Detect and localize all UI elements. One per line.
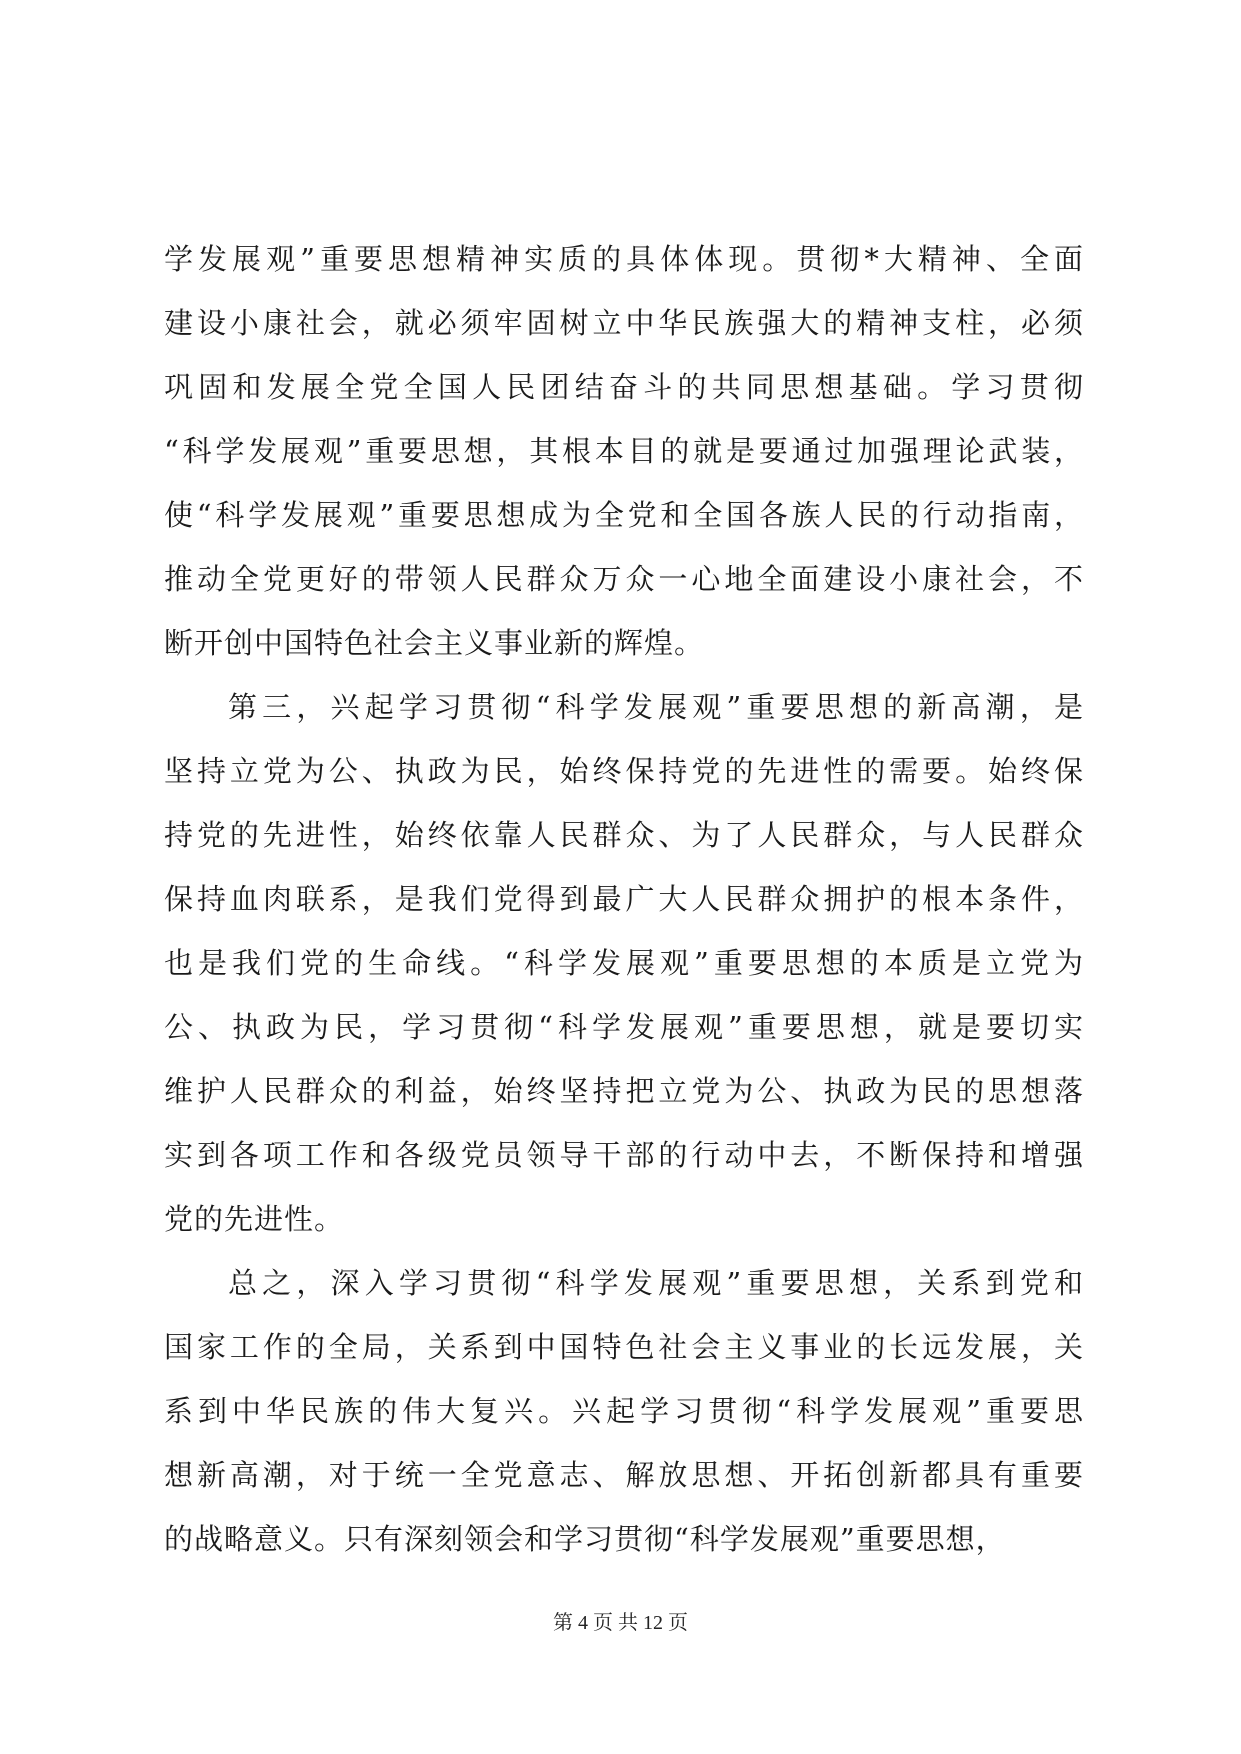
paragraph-line: 维护人民群众的利益，始终坚持把立党为公、执政为民的思想落 — [164, 1074, 1084, 1108]
paragraph-line: 总之，深入学习贯彻“科学发展观”重要思想，关系到党和 — [228, 1266, 1084, 1300]
paragraph-line: 使“科学发展观”重要思想成为全党和全国各族人民的行动指南， — [164, 498, 1084, 532]
paragraph-line: 断开创中国特色社会主义事业新的辉煌。 — [164, 626, 705, 660]
paragraph-line: 想新高潮，对于统一全党意志、解放思想、开拓创新都具有重要 — [164, 1458, 1084, 1492]
paragraph — [164, 1251, 1084, 1571]
paragraph-line: 学发展观”重要思想精神实质的具体体现。贯彻*大精神、全面 — [164, 242, 1084, 276]
paragraph-line: 第三，兴起学习贯彻“科学发展观”重要思想的新高潮，是 — [228, 690, 1084, 724]
paragraph-line: 持党的先进性，始终依靠人民群众、为了人民群众，与人民群众 — [164, 818, 1084, 852]
paragraph-line: 也是我们党的生命线。“科学发展观”重要思想的本质是立党为 — [164, 946, 1084, 980]
paragraph — [164, 675, 1084, 1251]
page-footer: 第 4 页 共 12 页 — [553, 1612, 688, 1634]
paragraph-line: 实到各项工作和各级党员领导干部的行动中去，不断保持和增强 — [164, 1138, 1084, 1172]
paragraph-line: 保持血肉联系，是我们党得到最广大人民群众拥护的根本条件， — [164, 882, 1084, 916]
paragraph-line: 推动全党更好的带领人民群众万众一心地全面建设小康社会，不 — [164, 562, 1084, 596]
paragraph-line: 建设小康社会，就必须牢固树立中华民族强大的精神支柱，必须 — [164, 306, 1084, 340]
paragraph-line: 的战略意义。只有深刻领会和学习贯彻“科学发展观”重要思想， — [164, 1522, 1006, 1556]
paragraph — [164, 227, 1084, 675]
paragraph-line: 系到中华民族的伟大复兴。兴起学习贯彻“科学发展观”重要思 — [164, 1394, 1084, 1428]
paragraph-line: 坚持立党为公、执政为民，始终保持党的先进性的需要。始终保 — [164, 754, 1084, 788]
paragraph-line: 党的先进性。 — [164, 1202, 345, 1236]
paragraph-line: 公、执政为民，学习贯彻“科学发展观”重要思想，就是要切实 — [164, 1010, 1084, 1044]
paragraph-line: 巩固和发展全党全国人民团结奋斗的共同思想基础。学习贯彻 — [164, 370, 1084, 404]
paragraph-line: 国家工作的全局，关系到中国特色社会主义事业的长远发展，关 — [164, 1330, 1084, 1364]
body-text — [164, 227, 1084, 1571]
paragraph-line: “科学发展观”重要思想，其根本目的就是要通过加强理论武装， — [164, 434, 1084, 468]
